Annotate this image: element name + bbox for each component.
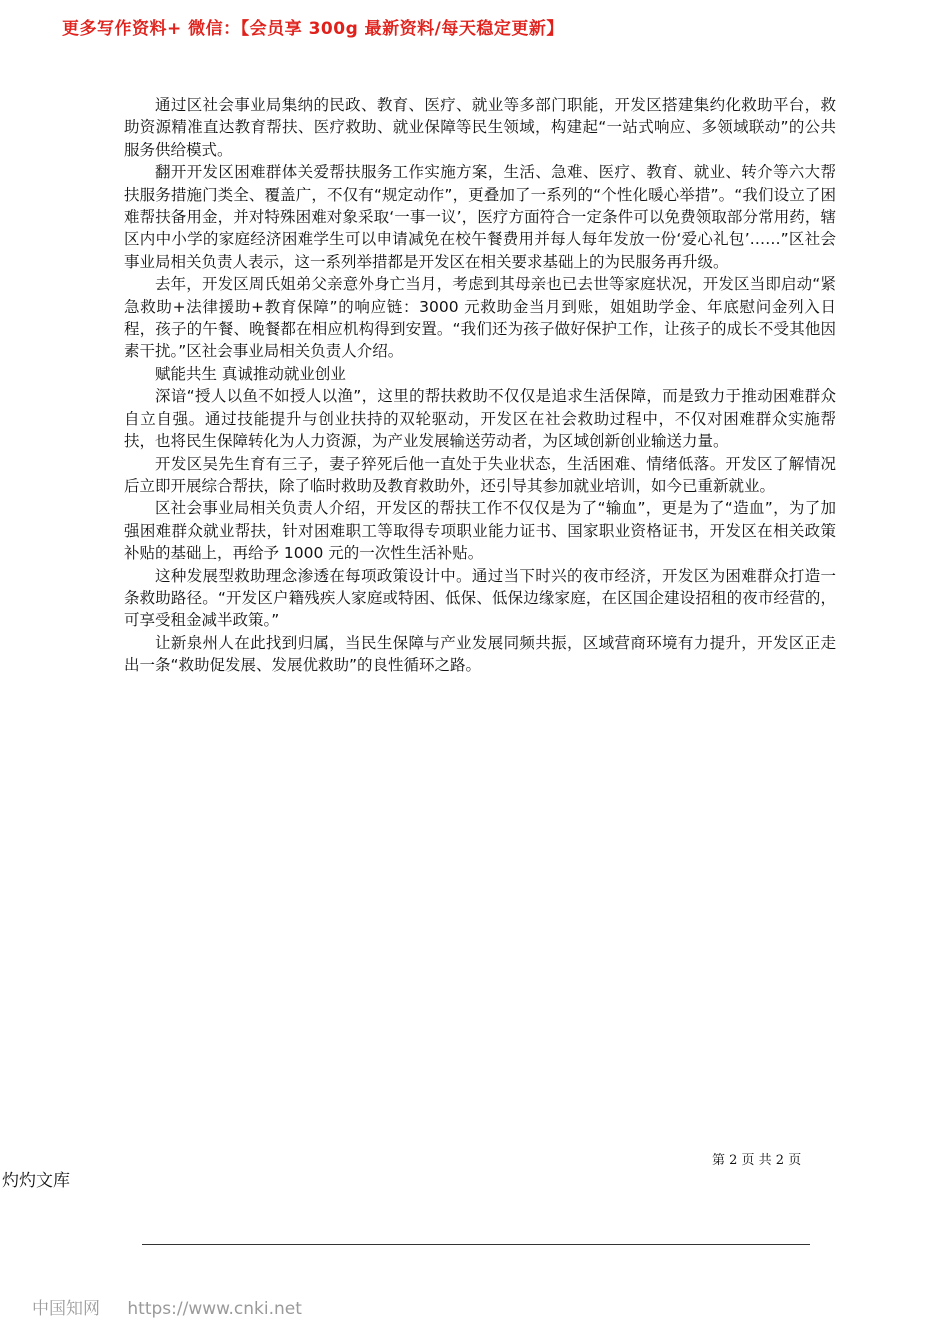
- paragraph: 深谙“授人以鱼不如授人以渔”，这里的帮扶救助不仅仅是追求生活保障，而是致力于推动困难群众自立自强。通过技能提升与创业扶持的双轮驱动，开发区在社会救助过程中，不仅对困难群众实施帮扶，也将民生保障转化为人力资源，为产业发展输送劳动者，为区域创新创业输送力量。: [124, 387, 836, 451]
- page-indicator: 第 2 页 共 2 页: [712, 1153, 802, 1168]
- paragraph: 开发区吴先生育有三子，妻子猝死后他一直处于失业状态，生活困难、情绪低落。开发区了解情况后立即开展综合帮扶，除了临时救助及教育救助外，还引导其参加就业培训，如今已重新就业。: [124, 454, 836, 495]
- promo-banner: 更多写作资料+ 微信：【会员享 300g 最新资料/每天稳定更新】: [62, 19, 564, 39]
- watermark-url: https://www.cnki.net: [127, 1299, 302, 1319]
- library-name: 灼灼文库: [2, 1171, 70, 1191]
- paragraph: 翻开开发区困难群体关爱帮扶服务工作实施方案，生活、急难、医疗、教育、就业、转介等六大帮扶服务措施门类全、覆盖广，不仅有“规定动作”，更叠加了一系列的“个性化暖心举措”。“我们设立了困难帮扶备用金，并对特殊困难对象采取‘一事一议’，医疗方面符合一定条件可以免费领取部分常用药，辖区内中小学的家庭经济困难学生可以申请减免在校午餐费用并每人每年发放一份‘爱心礼包’……”区社会事业局相关负责人表示，这一系列举措都是开发区在相关要求基础上的为民服务再升级。: [124, 163, 836, 271]
- cnki-watermark: [32, 1294, 302, 1319]
- paragraph: 通过区社会事业局集纳的民政、教育、医疗、就业等多部门职能，开发区搭建集约化救助平台，救助资源精准直达教育帮扶、医疗救助、就业保障等民生领域，构建起“一站式响应、多领域联动”的公共服务供给模式。: [124, 96, 836, 159]
- section-subheading: 赋能共生 真诚推动就业创业: [155, 364, 346, 383]
- paragraph: 让新泉州人在此找到归属，当民生保障与产业发展同频共振，区域营商环境有力提升，开发区正走出一条“救助促发展、发展优救助”的良性循环之路。: [124, 633, 836, 675]
- footer-divider: [142, 1244, 810, 1245]
- article-body: [124, 94, 836, 677]
- watermark-site-name: 中国知网: [32, 1299, 100, 1319]
- paragraph: 区社会事业局相关负责人介绍，开发区的帮扶工作不仅仅是为了“输血”，更是为了“造血”，为了加强困难群众就业帮扶，针对困难职工等取得专项职业能力证书、国家职业资格证书，开发区在相关政策补贴的基础上，再给予 1000 元的一次性生活补贴。: [124, 499, 836, 563]
- paragraph: 去年，开发区周氏姐弟父亲意外身亡当月，考虑到其母亲也已去世等家庭状况，开发区当即启动“紧急救助+法律援助+教育保障”的响应链：3000 元救助金当月到账，姐姐助学金、年底慰问金列入日程，孩子的午餐、晚餐都在相应机构得到安置。“我们还为孩子做好保护工作，让孩子的成长不受其他因素干扰。”区社会事业局相关负责人介绍。: [124, 275, 836, 361]
- paragraph: 这种发展型救助理念渗透在每项政策设计中。通过当下时兴的夜市经济，开发区为困难群众打造一条救助路径。“开发区户籍残疾人家庭或特困、低保、低保边缘家庭，在区国企建设招租的夜市经营的，可享受租金减半政策。”: [124, 566, 836, 630]
